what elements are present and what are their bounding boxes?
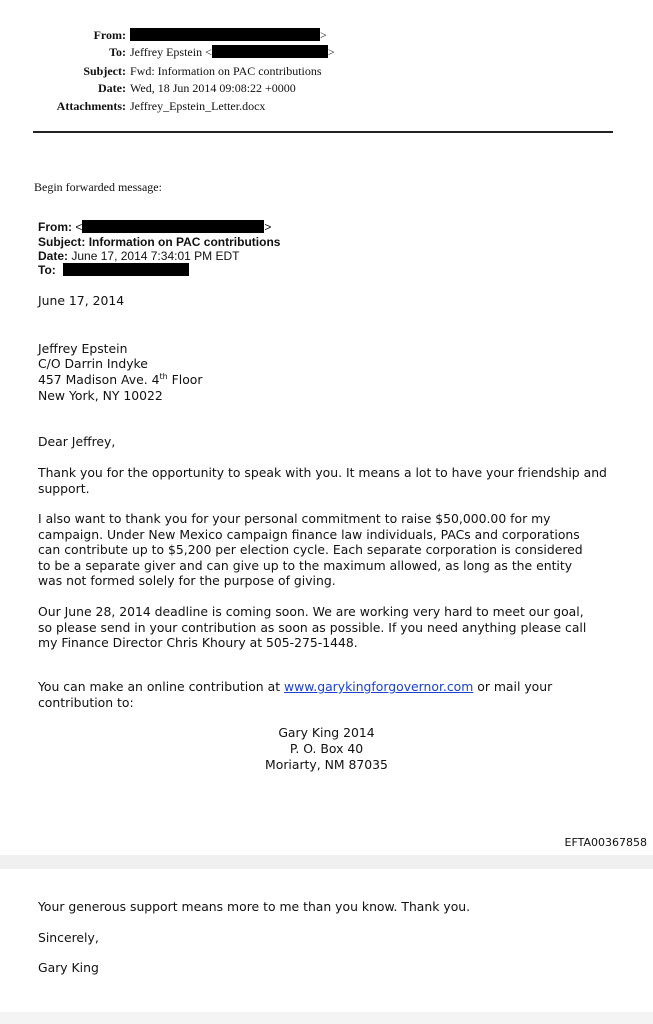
document-id: EFTA00367858 bbox=[564, 836, 647, 849]
header-date-row bbox=[0, 80, 653, 96]
paragraph-line: I also want to thank you for your personal commitment to raise $50,000.00 for my bbox=[38, 511, 551, 526]
header-divider bbox=[33, 131, 613, 133]
paragraph-online bbox=[38, 679, 618, 710]
header-subject-row bbox=[0, 63, 653, 79]
header-to-label: To: bbox=[109, 45, 126, 59]
forward-intro: Begin forwarded message: bbox=[34, 180, 162, 194]
redaction-block bbox=[82, 220, 264, 233]
redaction-block bbox=[130, 28, 320, 41]
fwd-subject-value: Information on PAC contributions bbox=[88, 235, 281, 249]
paragraph-line: my Finance Director Chris Khoury at 505-275-1448. bbox=[38, 635, 358, 650]
header-from-close: > bbox=[320, 28, 327, 42]
fwd-from-row bbox=[38, 220, 271, 234]
header-subject-label: Subject: bbox=[83, 64, 126, 78]
fwd-subject-row bbox=[38, 235, 280, 249]
online-post-text: or mail your bbox=[473, 679, 553, 694]
recipient-care-of: C/O Darrin Indyke bbox=[38, 356, 148, 371]
address-street: 457 Madison Ave. 4 bbox=[38, 372, 160, 387]
address-ordinal: th bbox=[159, 371, 168, 381]
header-to-value: Jeffrey Epstein < bbox=[130, 45, 212, 59]
mail-address-block bbox=[0, 725, 653, 773]
paragraph-line: campaign. Under New Mexico campaign finance law individuals, PACs and corporations bbox=[38, 526, 580, 542]
header-to-close: > bbox=[327, 45, 335, 59]
fwd-date-label: Date: bbox=[38, 249, 69, 263]
header-subject-value: Fwd: Information on PAC contributions bbox=[130, 64, 322, 78]
mail-address-line: Gary King 2014 bbox=[278, 725, 375, 740]
online-pre-text: You can make an online contribution at bbox=[38, 679, 284, 694]
mail-address-line: Moriarty, NM 87035 bbox=[265, 757, 388, 772]
paragraph-line: was not formed solely for the purpose of giving. bbox=[38, 573, 336, 588]
recipient-name: Jeffrey Epstein bbox=[38, 341, 128, 356]
page-separator bbox=[0, 855, 653, 869]
fwd-from-label: From: bbox=[38, 220, 72, 234]
paragraph-commitment bbox=[38, 511, 618, 589]
recipient-address bbox=[38, 372, 618, 388]
redaction-block bbox=[63, 263, 189, 276]
header-date-label: Date: bbox=[98, 81, 126, 95]
header-attachments-row bbox=[0, 98, 653, 114]
fwd-from-close: > bbox=[264, 220, 272, 234]
fwd-from-value: < bbox=[75, 220, 83, 234]
paragraph-line: can contribute up to $5,200 per election cycle. Each separate corporation is considered bbox=[38, 542, 583, 557]
fwd-date-row bbox=[38, 249, 239, 263]
sign-off: Sincerely, bbox=[38, 930, 99, 945]
fwd-to-label: To: bbox=[38, 263, 56, 277]
address-floor: Floor bbox=[167, 372, 203, 387]
page-2 bbox=[0, 869, 653, 1024]
page-bottom-edge bbox=[0, 1012, 653, 1024]
paragraph-line bbox=[38, 679, 618, 695]
fwd-subject-label: Subject: bbox=[38, 235, 86, 249]
header-attachments-value[interactable]: Jeffrey_Epstein_Letter.docx bbox=[130, 99, 266, 113]
letter-date: June 17, 2014 bbox=[38, 293, 125, 308]
header-from-label: From: bbox=[93, 28, 126, 42]
campaign-website-link[interactable]: www.garykingforgovernor.com bbox=[284, 679, 474, 694]
header-date-value: Wed, 18 Jun 2014 09:08:22 +0000 bbox=[130, 81, 296, 95]
paragraph-deadline bbox=[38, 604, 618, 651]
salutation: Dear Jeffrey, bbox=[38, 434, 116, 449]
header-from-row bbox=[0, 27, 653, 43]
header-to-row bbox=[0, 44, 653, 60]
redaction-block bbox=[212, 45, 328, 58]
paragraph-line: contribution to: bbox=[38, 694, 134, 710]
recipient-city: New York, NY 10022 bbox=[38, 388, 163, 403]
fwd-date-value: June 17, 2014 7:34:01 PM EDT bbox=[71, 249, 240, 263]
mail-address-line: P. O. Box 40 bbox=[289, 741, 364, 756]
paragraph-thanks: Thank you for the opportunity to speak with you. It means a lot to have your friendship and support. bbox=[38, 465, 607, 496]
closing-line: Your generous support means more to me than you know. Thank you. bbox=[38, 899, 471, 914]
signature: Gary King bbox=[38, 960, 99, 975]
header-attachments-label: Attachments: bbox=[56, 99, 126, 113]
paragraph-line: to be a separate giver and can give up to the maximum allowed, as long as the entity bbox=[38, 557, 573, 573]
fwd-to-row bbox=[38, 263, 189, 277]
paragraph-line: so please send in your contribution as soon as possible. If you need anything please call bbox=[38, 619, 587, 635]
paragraph-line: Our June 28, 2014 deadline is coming soon. We are working very hard to meet our goal, bbox=[38, 604, 584, 619]
